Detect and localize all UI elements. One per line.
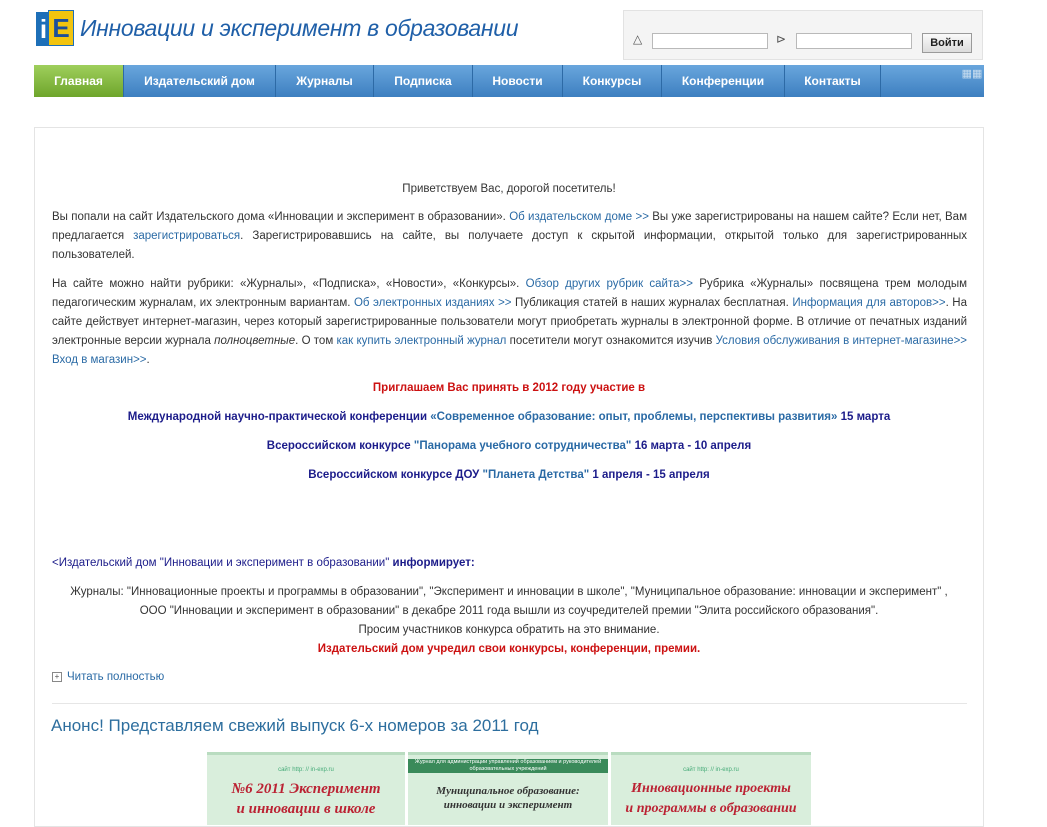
about-link[interactable]: Об издательском доме >> xyxy=(509,211,649,223)
nav-item-subscription[interactable]: Подписка xyxy=(374,65,473,97)
nav-item-conferences[interactable]: Конференции xyxy=(662,65,785,97)
informs-label: информирует: xyxy=(392,557,475,569)
logo-letter-i: i xyxy=(36,12,51,46)
nav-item-news[interactable]: Новости xyxy=(473,65,563,97)
announcement-title[interactable]: Анонс! Представляем свежий выпуск 6-х номеров за 2011 год xyxy=(51,716,539,735)
cover-title-line-1: Инновационные проекты xyxy=(631,781,791,796)
contest-panorama-dates: 16 марта - 10 апреля xyxy=(631,440,752,452)
cover-title-line-1: Муниципальное образование: xyxy=(436,785,580,797)
login-input[interactable] xyxy=(652,33,768,49)
main-content xyxy=(34,127,984,827)
rubrics-paragraph xyxy=(52,275,967,370)
nav-item-contacts[interactable]: Контакты xyxy=(785,65,881,97)
intro-paragraph xyxy=(52,208,967,265)
user-icon: △ xyxy=(633,32,643,46)
cover-header: Журнал для администрации управлений образованием и руководителей образовательных учреждений xyxy=(408,759,608,773)
rubrics-text-8: . xyxy=(146,354,150,366)
how-to-buy-link[interactable]: как купить электронный журнал xyxy=(336,335,507,347)
divider xyxy=(52,703,967,704)
password-input[interactable] xyxy=(796,33,912,49)
contest-panorama-link[interactable]: "Панорама учебного сотрудничества" xyxy=(413,440,632,452)
rubrics-text-2: Рубрика «Журналы» посвящена трем молодым педагогическим журналам, их электронным вариантам. xyxy=(52,278,968,309)
informs-publisher: <Издательский дом "Инновации и эксперимент в образовании" xyxy=(52,557,393,569)
rubrics-text-1: На сайте можно найти рубрики: «Журналы», «Подписка», «Новости», «Конкурсы». xyxy=(52,278,526,290)
cover-title-line-2: и инновации в школе xyxy=(236,801,376,817)
greeting: Приветствуем Вас, дорогой посетитель! xyxy=(402,183,616,195)
key-icon: ⊳ xyxy=(776,32,787,46)
login-button[interactable]: Войти xyxy=(922,33,972,53)
cover-experiment-school[interactable] xyxy=(207,752,405,825)
sitemap-icon[interactable]: ▦▦ xyxy=(961,68,983,80)
register-link[interactable]: зарегистрироваться xyxy=(133,230,241,242)
conference-link[interactable]: «Современное образование: опыт, проблемы, перспективы развития» xyxy=(430,411,838,423)
authors-info-link[interactable]: Информация для авторов>> xyxy=(792,297,946,309)
cover-title-line-2: и программы в образовании xyxy=(625,801,797,816)
news-founded: Издательский дом учредил свои конкурсы, конференции, премии. xyxy=(317,643,701,655)
read-more-label: Читать полностью xyxy=(67,671,165,683)
invite-heading: Приглашаем Вас принять в 2012 году участие в xyxy=(372,382,646,394)
nav-item-home[interactable]: Главная xyxy=(34,65,124,97)
e-editions-link[interactable]: Об электронных изданиях >> xyxy=(353,297,512,309)
shop-enter-link[interactable]: Вход в магазин>> xyxy=(52,354,147,366)
conference-date: 15 марта xyxy=(837,411,891,423)
site-title: Инновации и эксперимент в образовании xyxy=(80,14,519,41)
cover-title-line-1: №6 2011 Эксперимент xyxy=(231,781,381,797)
nav-item-contests[interactable]: Конкурсы xyxy=(563,65,662,97)
rubrics-text-5: . О том xyxy=(295,335,337,347)
main-nav xyxy=(34,65,984,97)
contest-planet-prefix: Всероссийском конкурсе ДОУ xyxy=(308,469,483,481)
nav-item-journals[interactable]: Журналы xyxy=(276,65,374,97)
contest-planet-link[interactable]: "Планета Детства" xyxy=(482,469,590,481)
intro-text-1: Вы попали на сайт Издательского дома «Инновации и эксперимент в образовании». xyxy=(52,211,510,223)
contest-panorama-line xyxy=(35,437,983,456)
contest-planet-dates: 1 апреля - 15 апреля xyxy=(589,469,710,481)
contest-panorama-prefix: Всероссийском конкурсе xyxy=(266,440,414,452)
news-text: Журналы: "Инновационные проекты и программы в образовании", "Эксперимент и инновации в школе", "Муниципальное образование: инновации и эксперимент" , ООО "Инновации и эксперимент в образовании" в декабре 2011 года вышли из соучредителей премии "Элита российского образования". xyxy=(70,586,948,617)
logo-mark xyxy=(36,10,72,46)
logo-letter-e: E xyxy=(48,10,74,46)
cover-innovative-projects[interactable] xyxy=(611,752,811,825)
cover-site-label: сайт http: // in-exp.ru xyxy=(278,767,334,773)
read-more-link[interactable] xyxy=(52,668,164,687)
rubrics-overview-link[interactable]: Обзор других рубрик сайта>> xyxy=(525,278,693,290)
conference-line xyxy=(35,408,983,427)
intro-text-3: . Зарегистрировавшись на сайте, вы получаете доступ к скрытой информации, открытой только для зарегистрированных пользователей. xyxy=(52,230,967,261)
intro-text-2: Вы уже зарегистрированы на нашем сайте? Если нет, Вам предлагается xyxy=(52,211,967,242)
rubrics-text-6: посетители могут ознакомится изучив xyxy=(506,335,716,347)
site-logo[interactable] xyxy=(36,8,518,48)
expand-icon: + xyxy=(52,672,62,682)
issue-covers xyxy=(207,752,811,825)
rubrics-emphasis: полноцветные xyxy=(214,335,296,347)
login-panel xyxy=(623,10,983,60)
cover-municipal-education[interactable] xyxy=(408,752,608,825)
conference-prefix: Международной научно-практической конференции xyxy=(127,411,431,423)
shop-terms-link[interactable]: Условия обслуживания в интернет-магазине>> xyxy=(715,335,968,347)
cover-site-label: сайт http: // in-exp.ru xyxy=(683,767,739,773)
cover-title-line-2: инновации и эксперимент xyxy=(443,799,573,811)
rubrics-text-4: . На сайте действует интернет-магазин, через который зарегистрированные пользователи могут приобретать журналы в электронной форме. В отличие от печатных изданий электронные версии журнала xyxy=(52,297,968,347)
rubrics-text-3: Публикация статей в наших журналах бесплатная. xyxy=(511,297,793,309)
nav-item-publishing-house[interactable]: Издательский дом xyxy=(124,65,276,97)
contest-planet-line xyxy=(35,466,983,485)
news-request: Просим участников конкурса обратить на это внимание. xyxy=(358,624,660,636)
informs-heading xyxy=(52,554,967,573)
